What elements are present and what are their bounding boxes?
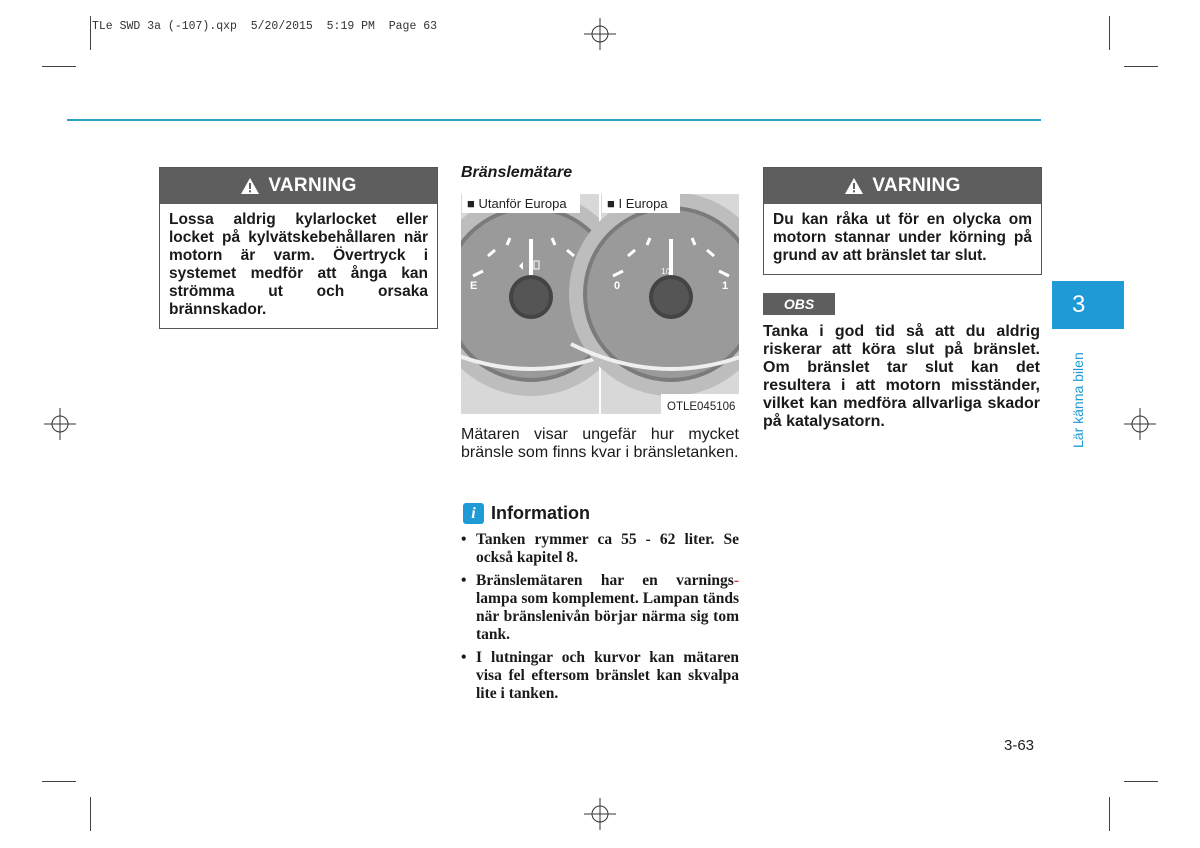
gauge-empty-mark: E [470, 280, 478, 292]
gauge-label-outside-europe: ■ Utanför Europa [467, 196, 567, 211]
warning-heading: VARNING [268, 175, 357, 196]
warning-heading: VARNING [872, 175, 961, 196]
image-code: OTLE045106 [667, 401, 736, 413]
section-title: Bränslemätare [461, 164, 573, 181]
information-list [461, 531, 739, 708]
gauge-full-mark: 1 [722, 280, 729, 292]
fuel-gauges-graphic [461, 194, 739, 414]
warning-triangle-icon [240, 177, 260, 195]
gauge-description: Mätaren visar ungefär hur mycket bränsle som finns kvar i bränsletanken. [461, 426, 739, 461]
warning-box-fuel [763, 167, 1042, 275]
hyphen-mark: - [733, 572, 739, 589]
chapter-title: Lär känna bilen [1070, 352, 1086, 448]
information-title: Information [491, 503, 590, 523]
warning-box-coolant [159, 167, 438, 329]
fuel-gauge-illustration [461, 194, 739, 414]
warning-triangle-icon [844, 177, 864, 195]
page-number: 3-63 [1004, 737, 1035, 754]
warning-text: Lossa aldrig kylarlocket eller locket på kylvätskebehållaren när motorn är varm. Övertryck i systemet medför att ånga kan strömma ut och orsaka brännskador. [169, 211, 428, 318]
list-item [461, 572, 739, 644]
warning-header [160, 168, 437, 204]
registration-mark-icon [1124, 408, 1156, 440]
list-item: • I lutningar och kurvor kan mätaren visa fel eftersom bränslet kan skvalpa lite i tanken. [461, 649, 739, 703]
warning-text: Du kan råka ut för en olycka om motorn stannar under körning på grund av att bränslet tar slut. [773, 211, 1032, 264]
print-header: TLe SWD 3a (-107).qxp 5/20/2015 5:19 PM Page 63 [92, 20, 438, 33]
chapter-title-vertical [1066, 336, 1090, 448]
gauge-empty-mark: 0 [614, 280, 621, 292]
list-item: • Tanken rymmer ca 55 - 62 liter. Se också kapitel 8. [461, 531, 739, 567]
registration-mark-icon [584, 18, 616, 50]
information-heading [463, 503, 590, 524]
obs-text: Tanka i god tid så att du aldrig riskerar att köra slut på bränslet. Om bränslet tar slut kan det resultera i att motorn misständer, vilket kan medföra allvarliga skador på katalysatorn. [763, 323, 1040, 430]
obs-badge: OBS [763, 293, 835, 315]
registration-mark-icon [44, 408, 76, 440]
gauge-label-europe: ■ I Europa [607, 196, 668, 211]
info-icon: i [463, 503, 484, 524]
registration-mark-icon [584, 798, 616, 830]
header-rule [67, 119, 1041, 121]
gauge-half-mark: 1/2 [661, 267, 673, 276]
list-item-text: Bränslemätaren har en varnings [476, 572, 734, 589]
chapter-tab: 3 [1052, 281, 1124, 329]
warning-header [764, 168, 1041, 204]
list-item-text: lampa som komplement. Lampan tänds när bränslenivån börjar närma sig tom tank. [476, 590, 739, 643]
